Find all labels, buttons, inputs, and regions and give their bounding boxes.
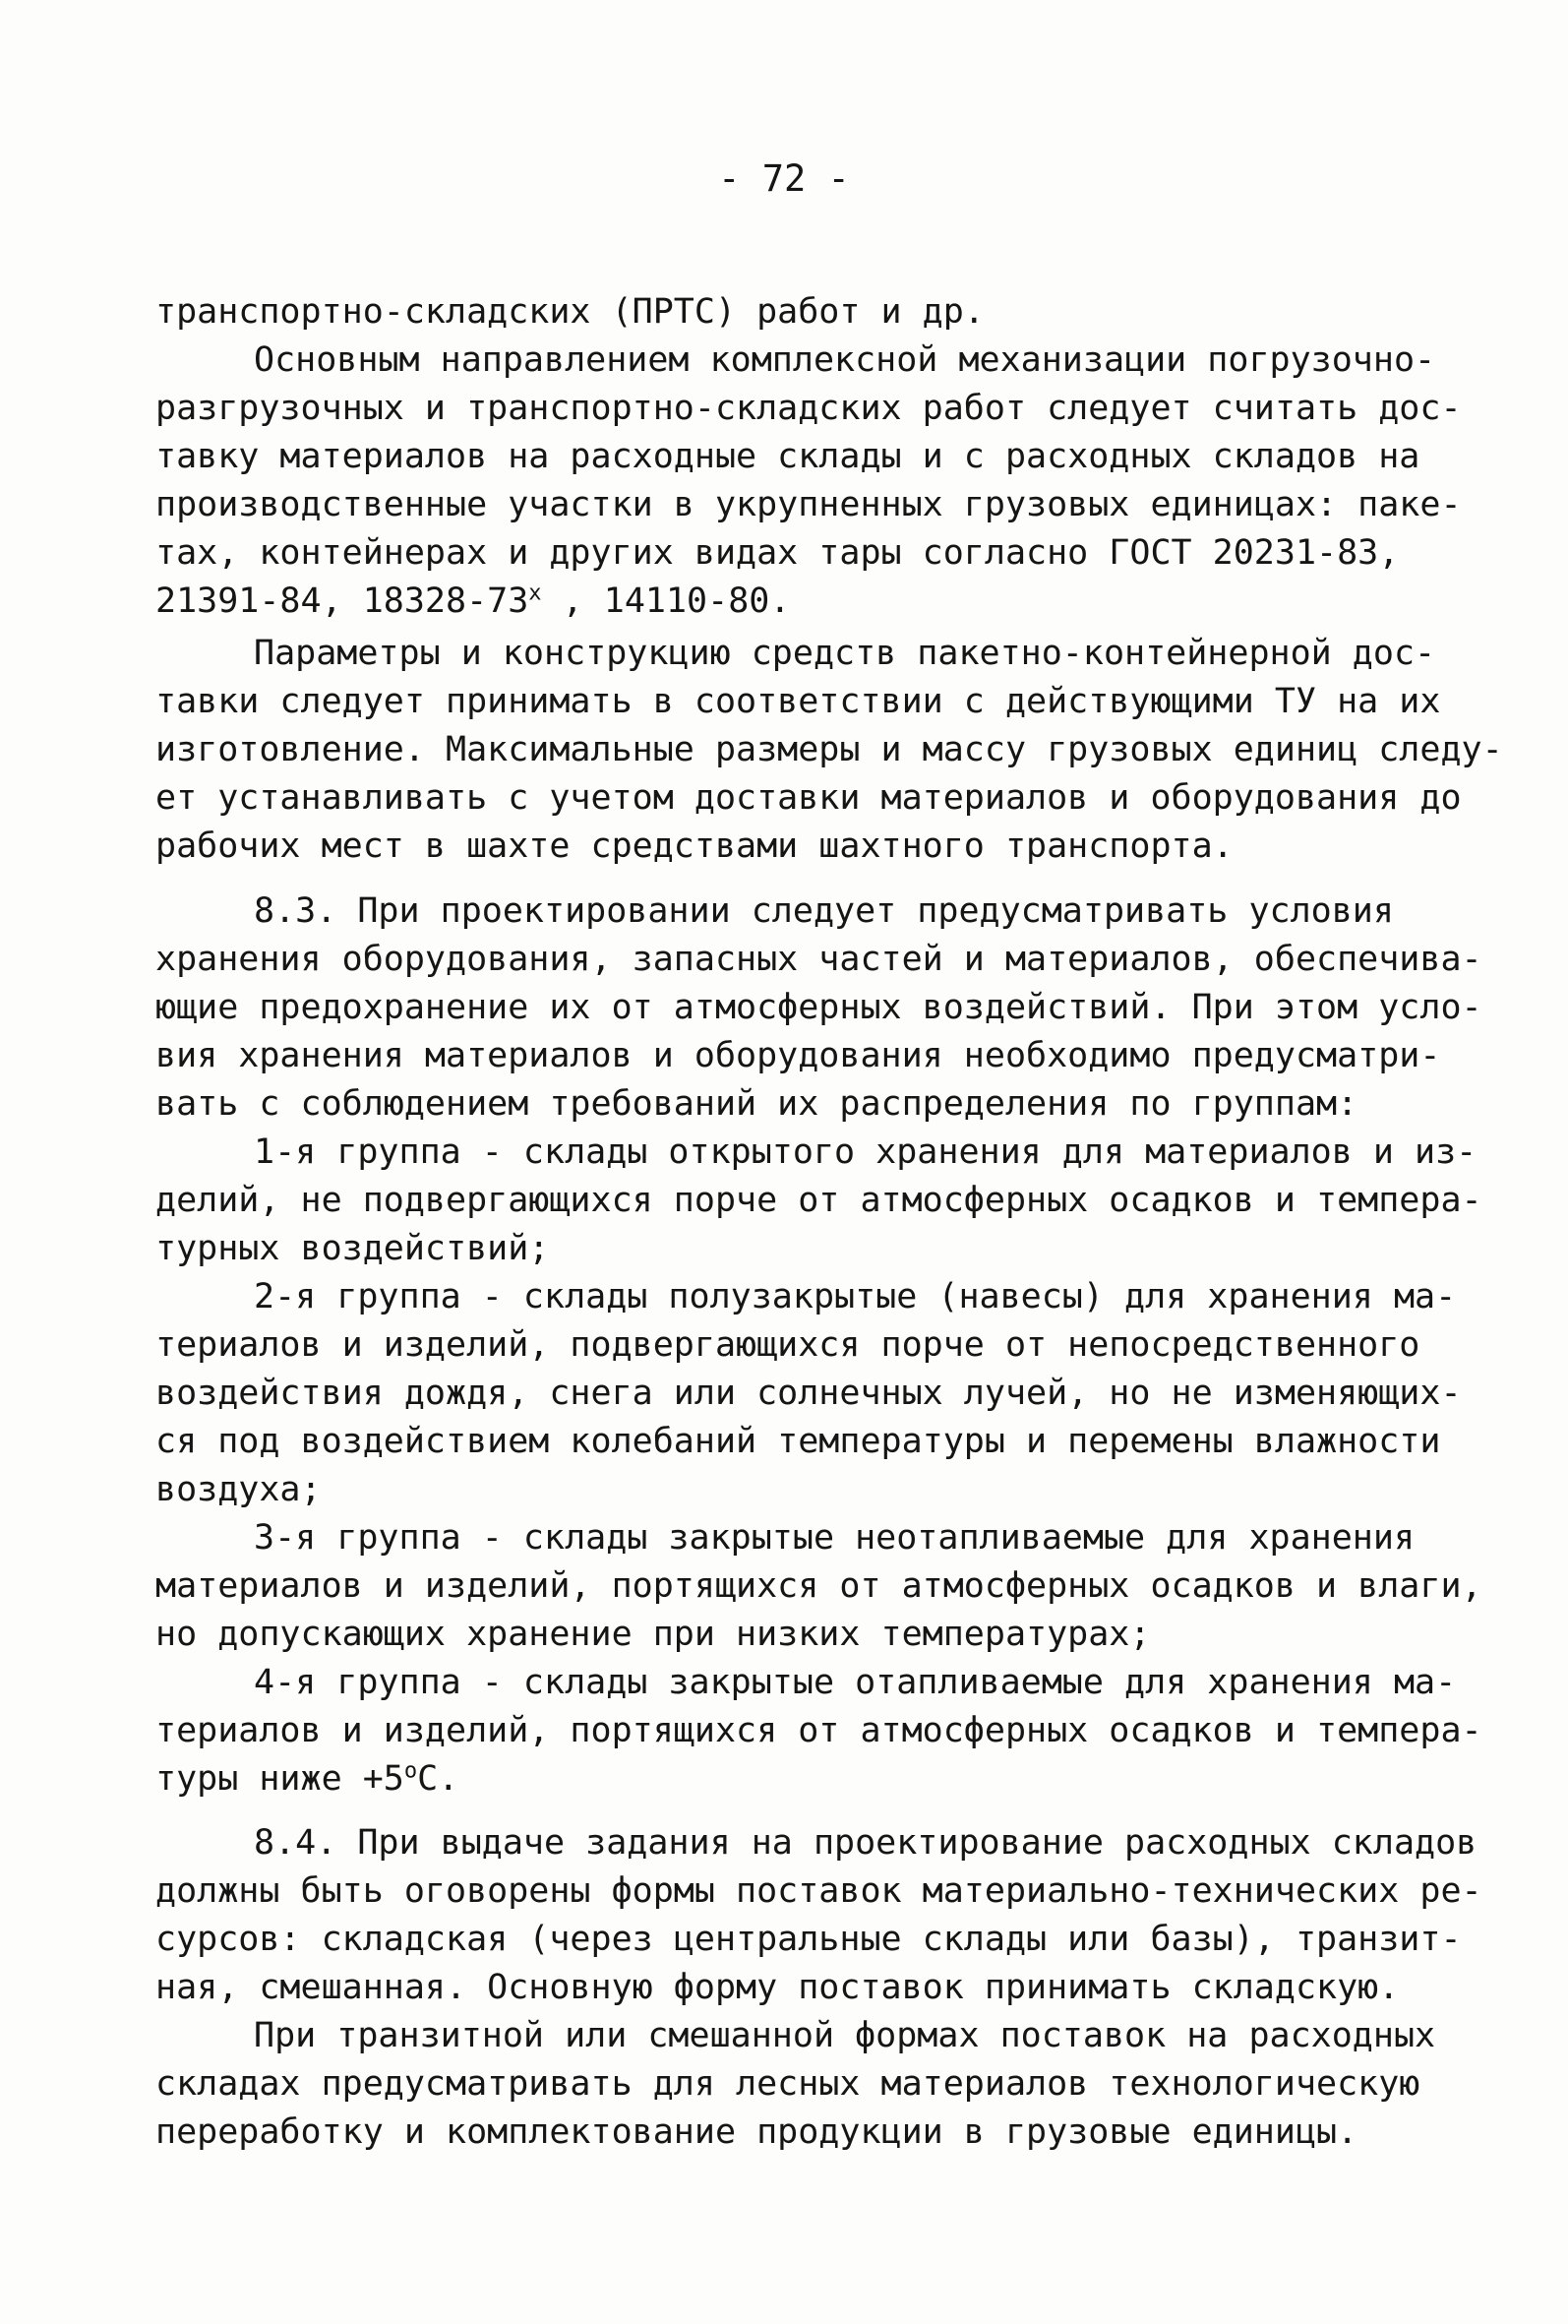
text-line: ющие предохранение их от атмосферных воздействий. При этом усло- — [155, 988, 1482, 1027]
text-line: териалов и изделий, портящихся от атмосферных осадков и темпера- — [155, 1711, 1482, 1750]
text-line: ная, смешанная. Основную форму поставок принимать складскую. — [155, 1968, 1400, 2007]
text-line: рабочих мест в шахте средствами шахтного транспорта. — [155, 826, 1234, 866]
group-1-first-line: 1-я группа - склады открытого хранения для материалов и из- — [254, 1132, 1478, 1172]
text-line: разгрузочных и транспортно-складских работ следует считать дос- — [155, 389, 1462, 428]
text-line: материалов и изделий, портящихся от атмосферных осадков и влаги, — [155, 1566, 1482, 1606]
text-line: турных воздействий; — [155, 1229, 550, 1268]
temperature-text: туры ниже +5 — [155, 1759, 404, 1799]
text-line: тах, контейнерах и других видах тары согласно ГОСТ 20231-83, — [155, 533, 1400, 573]
text-line: должны быть оговорены формы поставок материально-технических ре- — [155, 1871, 1482, 1911]
text-line: вия хранения материалов и оборудования необходимо предусматри- — [155, 1036, 1441, 1075]
text-line: воздуха; — [155, 1470, 322, 1509]
section-8-3-first-line: 8.3. При проектировании следует предусматривать условия — [254, 891, 1394, 931]
standards-text-end: , 14110-80. — [541, 581, 791, 621]
text-line: делий, не подвергающихся порче от атмосферных осадков и темпера- — [155, 1181, 1482, 1220]
group-2-first-line: 2-я группа - склады полузакрытые (навесы) для хранения ма- — [254, 1277, 1457, 1316]
text-line: ет устанавливать с учетом доставки материалов и оборудования до — [155, 778, 1462, 818]
text-line: тавки следует принимать в соответствии с действующими ТУ на их — [155, 682, 1441, 721]
standards-text: 21391-84, 18328-73 — [155, 581, 529, 621]
text-line: хранения оборудования, запасных частей и материалов, обеспечива- — [155, 940, 1482, 979]
group-3-first-line: 3-я группа - склады закрытые неотапливаемые для хранения — [254, 1518, 1416, 1558]
section-8-4-first-line: 8.4. При выдаче задания на проектирование расходных складов — [254, 1823, 1478, 1863]
text-line: производственные участки в укрупненных грузовых единицах: паке- — [155, 485, 1462, 524]
temperature-unit: С. — [417, 1759, 459, 1799]
text-line: сурсов: складская (через центральные склады или базы), транзит- — [155, 1920, 1462, 1959]
standards-line — [155, 578, 790, 625]
page-number: - 72 - — [718, 157, 850, 200]
text-line: ся под воздействием колебаний температуры и перемены влажности — [155, 1422, 1441, 1461]
group-4-first-line: 4-я группа - склады закрытые отапливаемые для хранения ма- — [254, 1663, 1457, 1702]
paragraph-first-line: Параметры и конструкцию средств пакетно-контейнерной дос- — [254, 634, 1436, 673]
text-line: изготовление. Максимальные размеры и массу грузовых единиц следу- — [155, 730, 1503, 769]
text-line: воздействия дождя, снега или солнечных лучей, но не изменяющих- — [155, 1374, 1462, 1413]
paragraph-first-line: При транзитной или смешанной формах поставок на расходных — [254, 2016, 1436, 2055]
text-line: териалов и изделий, подвергающихся порче от непосредственного — [155, 1325, 1420, 1365]
paragraph-first-line: Основным направлением комплексной механизации погрузочно- — [254, 340, 1436, 380]
text-line: транспортно-складских (ПРТС) работ и др. — [155, 292, 985, 332]
text-line: тавку материалов на расходные склады и с расходных складов на — [155, 437, 1420, 476]
text-line: но допускающих хранение при низких температурах; — [155, 1615, 1151, 1654]
text-line: переработку и комплектование продукции в грузовые единицы. — [155, 2112, 1358, 2152]
temperature-line — [155, 1755, 458, 1803]
superscript-mark: х — [528, 581, 542, 606]
degree-mark: о — [403, 1758, 418, 1784]
text-line: складах предусматривать для лесных материалов технологическую — [155, 2064, 1420, 2104]
text-line: вать с соблюдением требований их распределения по группам: — [155, 1084, 1358, 1124]
